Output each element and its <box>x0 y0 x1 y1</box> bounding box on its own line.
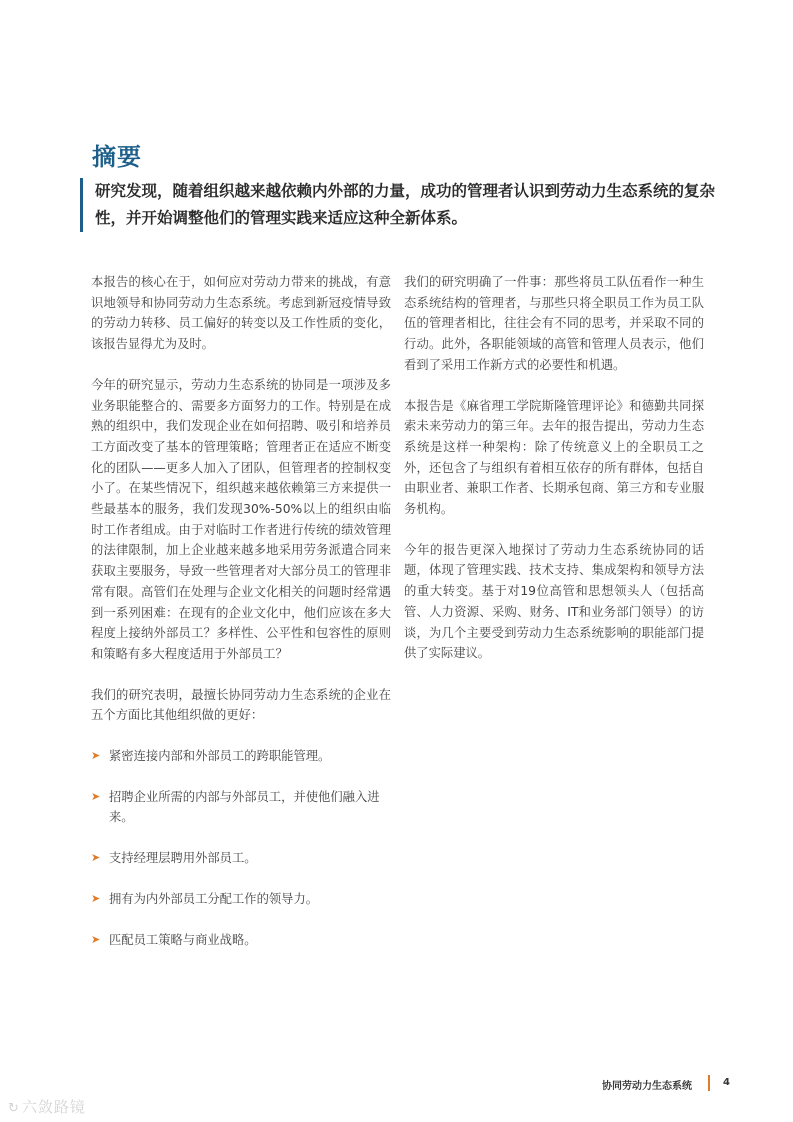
arrow-right-icon: ➤ <box>91 749 101 763</box>
list-item-text: 匹配员工策略与商业战略。 <box>109 932 257 947</box>
list-item-text: 招聘企业所需的内部与外部员工，并使他们融入进来。 <box>109 789 380 825</box>
arrow-right-icon: ➤ <box>91 891 101 905</box>
watermark-logo-icon: ↻ <box>8 1101 20 1116</box>
footer-divider <box>708 1075 710 1091</box>
arrow-right-icon: ➤ <box>91 789 101 803</box>
list-item <box>91 889 391 910</box>
findings-list <box>91 746 391 950</box>
list-item <box>91 787 391 828</box>
list-item-text: 支持经理层聘用外部员工。 <box>109 851 257 866</box>
arrow-right-icon: ➤ <box>91 851 101 865</box>
list-item <box>91 746 391 767</box>
page-number: 4 <box>723 1077 730 1088</box>
paragraph: 本报告的核心在于，如何应对劳动力带来的挑战，有意识地领导和协同劳动力生态系统。考虑到新冠疫情导致的劳动力转移、员工偏好的转变以及工作性质的变化，该报告显得尤为及时。 <box>91 275 391 352</box>
paragraph: 我们的研究表明，最擅长协同劳动力生态系统的企业在五个方面比其他组织做的更好： <box>91 687 391 723</box>
list-item <box>91 848 391 869</box>
arrow-right-icon: ➤ <box>91 932 101 946</box>
page-title: 摘要 <box>92 143 142 171</box>
footer-title: 协同劳动力生态系统 <box>602 1081 692 1092</box>
watermark-text: 六敛路镜 <box>21 1098 86 1116</box>
left-column <box>91 272 391 970</box>
paragraph: 我们的研究明确了一件事：那些将员工队伍看作一种生态系统结构的管理者，与那些只将全职员工作为员工队伍的管理者相比，往往会有不同的思考，并采取不同的行动。此外，各职能领域的高管和管理人员表示，他们看到了采用工作新方式的必要性和机遇。 <box>404 275 704 372</box>
paragraph: 今年的研究显示，劳动力生态系统的协同是一项涉及多业务职能整合的、需要多方面努力的工作。特别是在成熟的组织中，我们发现企业在如何招聘、吸引和培养员工方面改变了基本的管理策略；管理者正在适应不断变化的团队——更多人加入了团队，但管理者的控制权变小了。在某些情况下，组织越来越依赖第三方来提供一些最基本的服务，我们发现30%-50%以上的组织由临时工作者组成。由于对临时工作者进行传统的绩效管理的法律限制，加上企业越来越多地采用劳务派遣合同来获取主要服务，导致一些管理者对大部分员工的管理非常有限。高管们在处理与企业文化相关的问题时经常遇到一系列困难：在现有的企业文化中，他们应该在多大程度上接纳外部员工？多样性、公平性和包容性的原则和策略有多大程度适用于外部员工？ <box>91 377 391 661</box>
right-column <box>404 272 704 684</box>
list-item-text: 拥有为内外部员工分配工作的领导力。 <box>109 891 319 906</box>
paragraph: 今年的报告更深入地探讨了劳动力生态系统协同的话题，体现了管理实践、技术支持、集成架构和领导方法的重大转变。基于对19位高管和思想领头人（包括高管、人力资源、采购、财务、IT和业务部门领导）的访谈，为几个主要受到劳动力生态系统影响的职能部门提供了实际建议。 <box>404 542 704 661</box>
list-item-text: 紧密连接内部和外部员工的跨职能管理。 <box>109 749 331 764</box>
paragraph: 本报告是《麻省理工学院斯隆管理评论》和德勤共同探索未来劳动力的第三年。去年的报告提出，劳动力生态系统是这样一种架构：除了传统意义上的全职员工之外，还包含了与组织有着相互依存的所有群体，包括自由职业者、兼职工作者、长期承包商、第三方和专业服务机构。 <box>404 398 704 517</box>
list-item <box>91 930 391 951</box>
summary-callout <box>80 178 735 232</box>
page-footer <box>560 1075 740 1097</box>
watermark <box>8 1096 86 1117</box>
summary-text: 研究发现，随着组织越来越依赖内外部的力量，成功的管理者认识到劳动力生态系统的复杂性，并开始调整他们的管理实践来适应这种全新体系。 <box>95 182 716 227</box>
